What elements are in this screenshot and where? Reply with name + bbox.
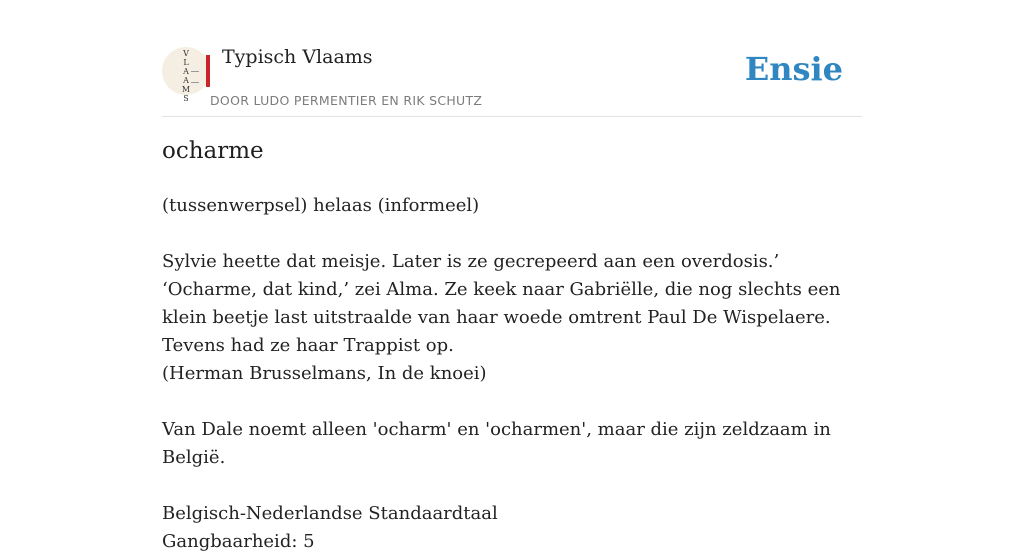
entry-term: ocharme (162, 138, 264, 164)
byline: DOOR LUDO PERMENTIER EN RIK SCHUTZ (210, 93, 483, 108)
example-quote: Sylvie heette dat meisje. Later is ze gecrepeerd aan een overdosis.’ ‘Ocharme, dat kind,’ zei Alma. Ze keek naar Gabriëlle, die nog slechts een klein beetje last uitstraalde van haar woede omtrent Paul De Wispelaere. Tevens had ze haar Trappist op. (162, 251, 841, 356)
entry-header (162, 40, 862, 117)
logo-letter: A (183, 67, 189, 76)
logo-letter: S (183, 94, 189, 103)
quote-source: (Herman Brusselmans, In de knoei) (162, 363, 487, 384)
usage-rating: Gangbaarheid: 5 (162, 531, 315, 552)
logo-decoration (191, 71, 199, 83)
usage-note: Van Dale noemt alleen 'ocharm' en 'ocharmen', maar die zijn zeldzaam in België. (162, 419, 831, 468)
book-title[interactable]: Typisch Vlaams (222, 46, 373, 68)
logo-letter: V (183, 49, 189, 58)
definition: (tussenwerpsel) helaas (informeel) (162, 195, 480, 216)
logo-letter: M (181, 85, 191, 94)
logo-letter: L (183, 58, 189, 67)
book-cover-icon[interactable] (162, 47, 210, 103)
ensie-logo-link[interactable]: Ensie (744, 50, 843, 88)
category: Belgisch-Nederlandse Standaardtaal (162, 503, 498, 524)
entry-body (162, 192, 862, 556)
logo-red-bar (206, 55, 210, 87)
logo-letter: A (183, 76, 189, 85)
